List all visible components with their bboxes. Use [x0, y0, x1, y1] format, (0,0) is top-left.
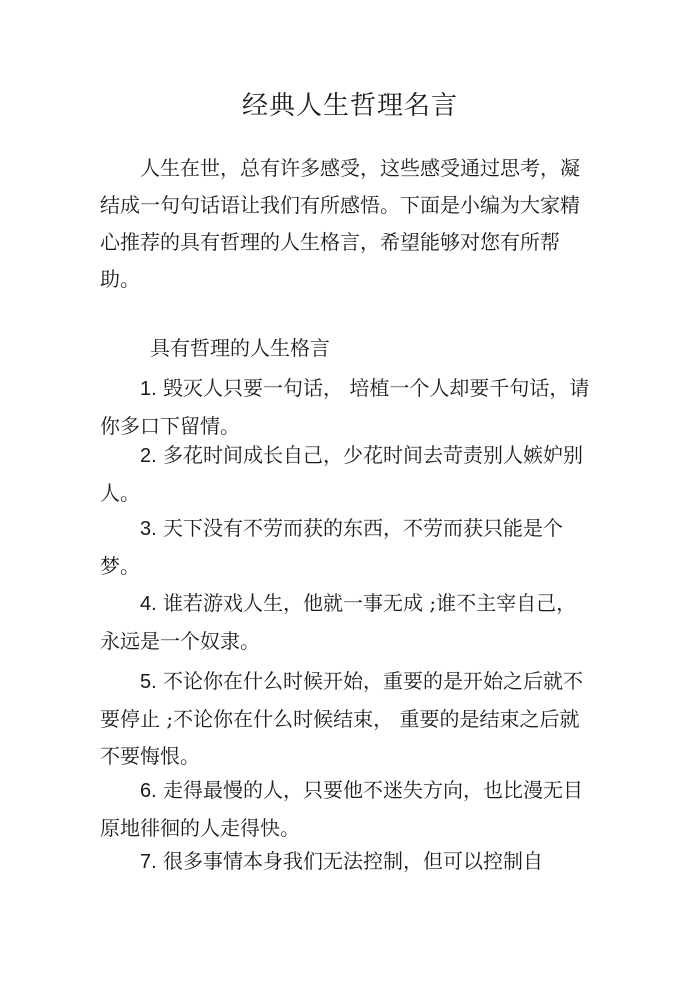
section-heading: 具有哲理的人生格言: [150, 336, 330, 360]
item-text: 走得最慢的人，只要他不迷失方向，也比漫无目原地徘徊的人走得快。: [100, 778, 584, 840]
item-text: 谁若游戏人生，他就一事无成 ;谁不主宰自己，永远是一个奴隶。: [100, 591, 577, 653]
item-number: 2.: [140, 445, 157, 467]
item-number: 6.: [140, 780, 157, 802]
item-text: 天下没有不劳而获的东西，不劳而获只能是个梦。: [100, 516, 564, 578]
item-number: 5.: [140, 671, 157, 693]
quote-item-6: [100, 772, 595, 847]
item-text: 多花时间成长自己，少花时间去苛责别人嫉妒别人。: [100, 443, 584, 505]
quote-item-2: [100, 437, 595, 512]
quote-item-4: [100, 585, 595, 660]
intro-paragraph: 人生在世，总有许多感受，这些感受通过思考，凝结成一句句话语让我们有所感悟。下面是小编为大家精心推荐的具有哲理的人生格言，希望能够对您有所帮助。: [100, 156, 580, 291]
page-title: 经典人生哲理名言: [241, 91, 458, 121]
item-text: 不论你在什么时候开始，重要的是开始之后就不要停止 ;不论你在什么时候结束， 重要的是结束之后就不要悔恨。: [100, 669, 584, 768]
quote-item-7: [100, 843, 595, 881]
quote-item-1: [100, 370, 595, 445]
item-number: 1.: [140, 378, 157, 400]
item-text: 毁灭人只要一句话， 培植一个人却要千句话，请你多口下留情。: [100, 376, 590, 438]
item-number: 4.: [140, 593, 157, 615]
quote-item-5: [100, 663, 595, 775]
item-number: 3.: [140, 518, 157, 540]
item-number: 7.: [140, 851, 157, 873]
item-text: 很多事情本身我们无法控制，但可以控制自: [163, 849, 544, 873]
quote-item-3: [100, 510, 595, 585]
